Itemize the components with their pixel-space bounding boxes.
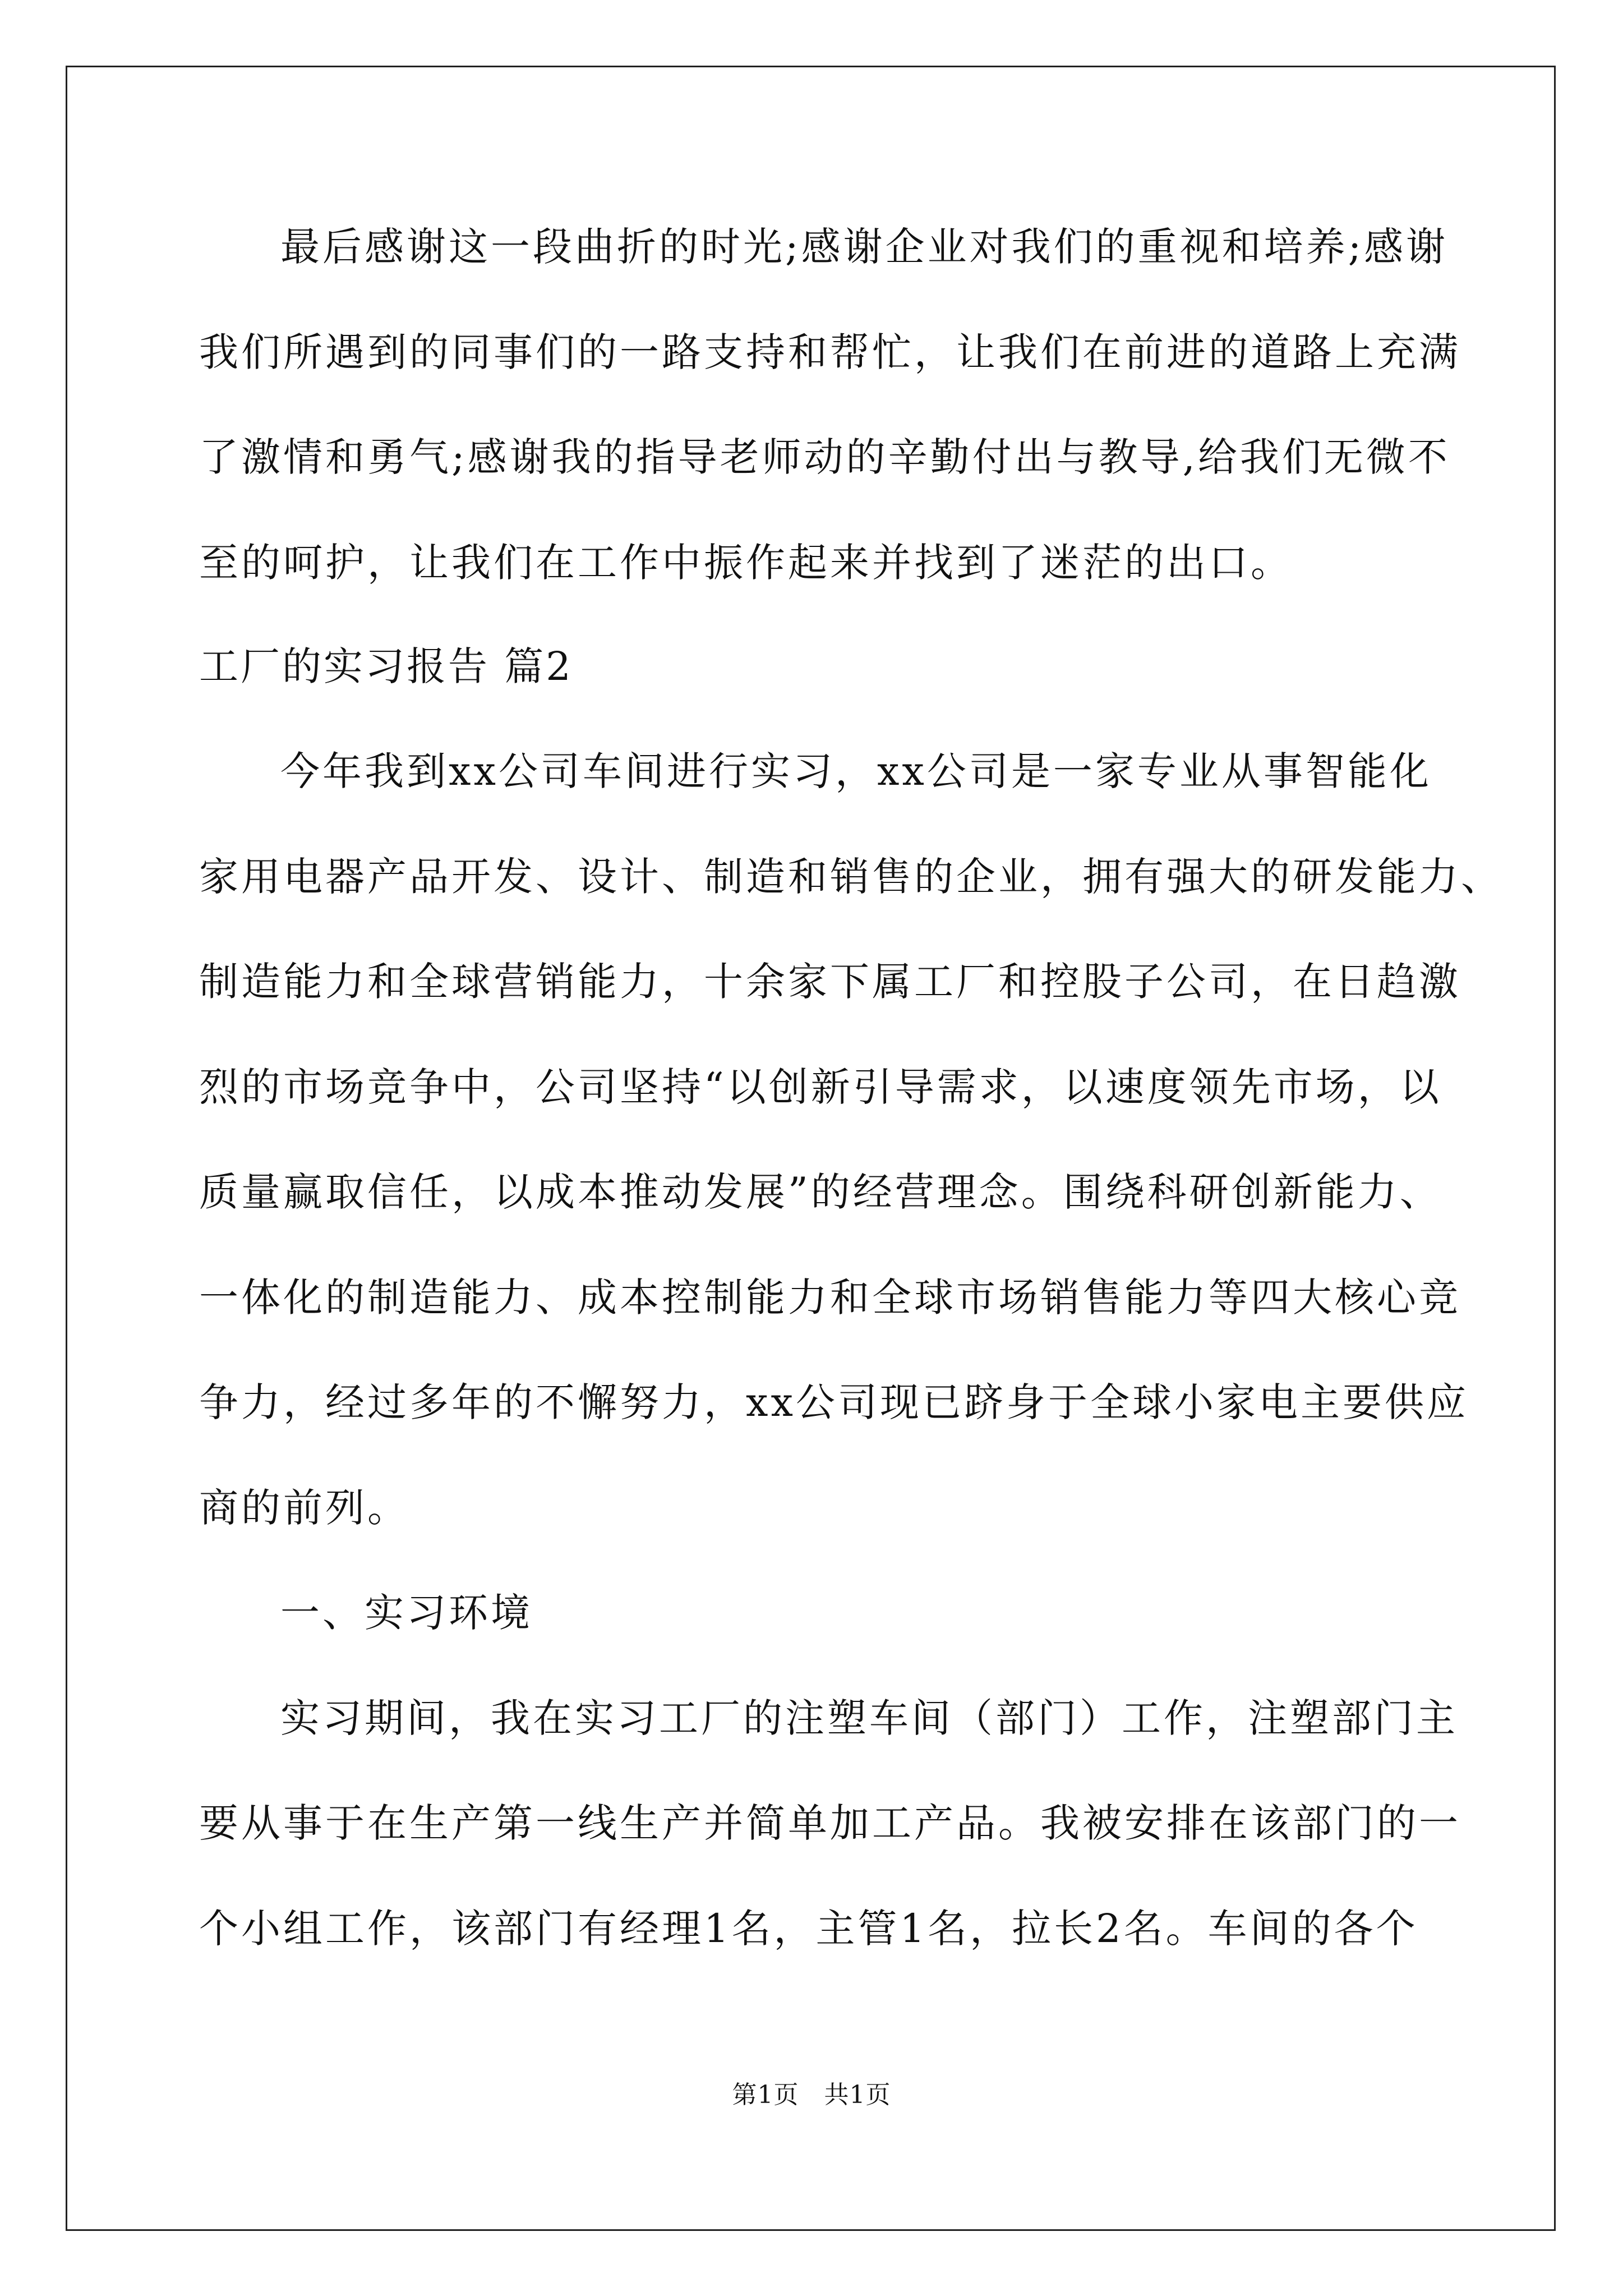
text-line: 要从事于在生产第一线生产并简单加工产品。我被安排在该部门的一	[199, 1800, 1461, 1846]
text-line: 制造能力和全球营销能力，十余家下属工厂和控股子公司，在日趋激	[199, 959, 1461, 1005]
section-heading: 工厂的实习报告 篇2	[199, 643, 573, 689]
subsection-heading: 一、实习环境	[280, 1590, 533, 1636]
text-line: 最后感谢这一段曲折的时光;感谢企业对我们的重视和培养;感谢	[280, 224, 1449, 270]
text-line: 实习期间，我在实习工厂的注塑车间（部门）工作，注塑部门主	[280, 1695, 1458, 1741]
text-line: 个小组工作，该部门有经理1名，主管1名，拉长2名。车间的各个	[199, 1906, 1418, 1952]
text-line: 了激情和勇气;感谢我的指导老师动的辛勤付出与教导,给我们无微不	[199, 434, 1450, 480]
page-footer: 第1页 共1页	[732, 2081, 891, 2109]
text-line: 至的呵护，让我们在工作中振作起来并找到了迷茫的出口。	[199, 540, 1293, 586]
text-line: 今年我到xx公司车间进行实习，xx公司是一家专业从事智能化	[280, 748, 1432, 794]
text-line: 争力，经过多年的不懈努力，xx公司现已跻身于全球小家电主要供应	[199, 1379, 1469, 1425]
text-line: 一体化的制造能力、成本控制能力和全球市场销售能力等四大核心竞	[199, 1274, 1461, 1320]
text-line: 质量赢取信任，以成本推动发展”的经营理念。围绕科研创新能力、	[199, 1169, 1442, 1215]
text-line: 商的前列。	[199, 1485, 409, 1531]
text-line: 烈的市场竞争中，公司坚持“以创新引导需求，以速度领先市场，以	[199, 1064, 1442, 1110]
text-line: 家用电器产品开发、设计、制造和销售的企业，拥有强大的研发能力、	[199, 854, 1503, 900]
text-line: 我们所遇到的同事们的一路支持和帮忙，让我们在前进的道路上充满	[199, 329, 1461, 375]
